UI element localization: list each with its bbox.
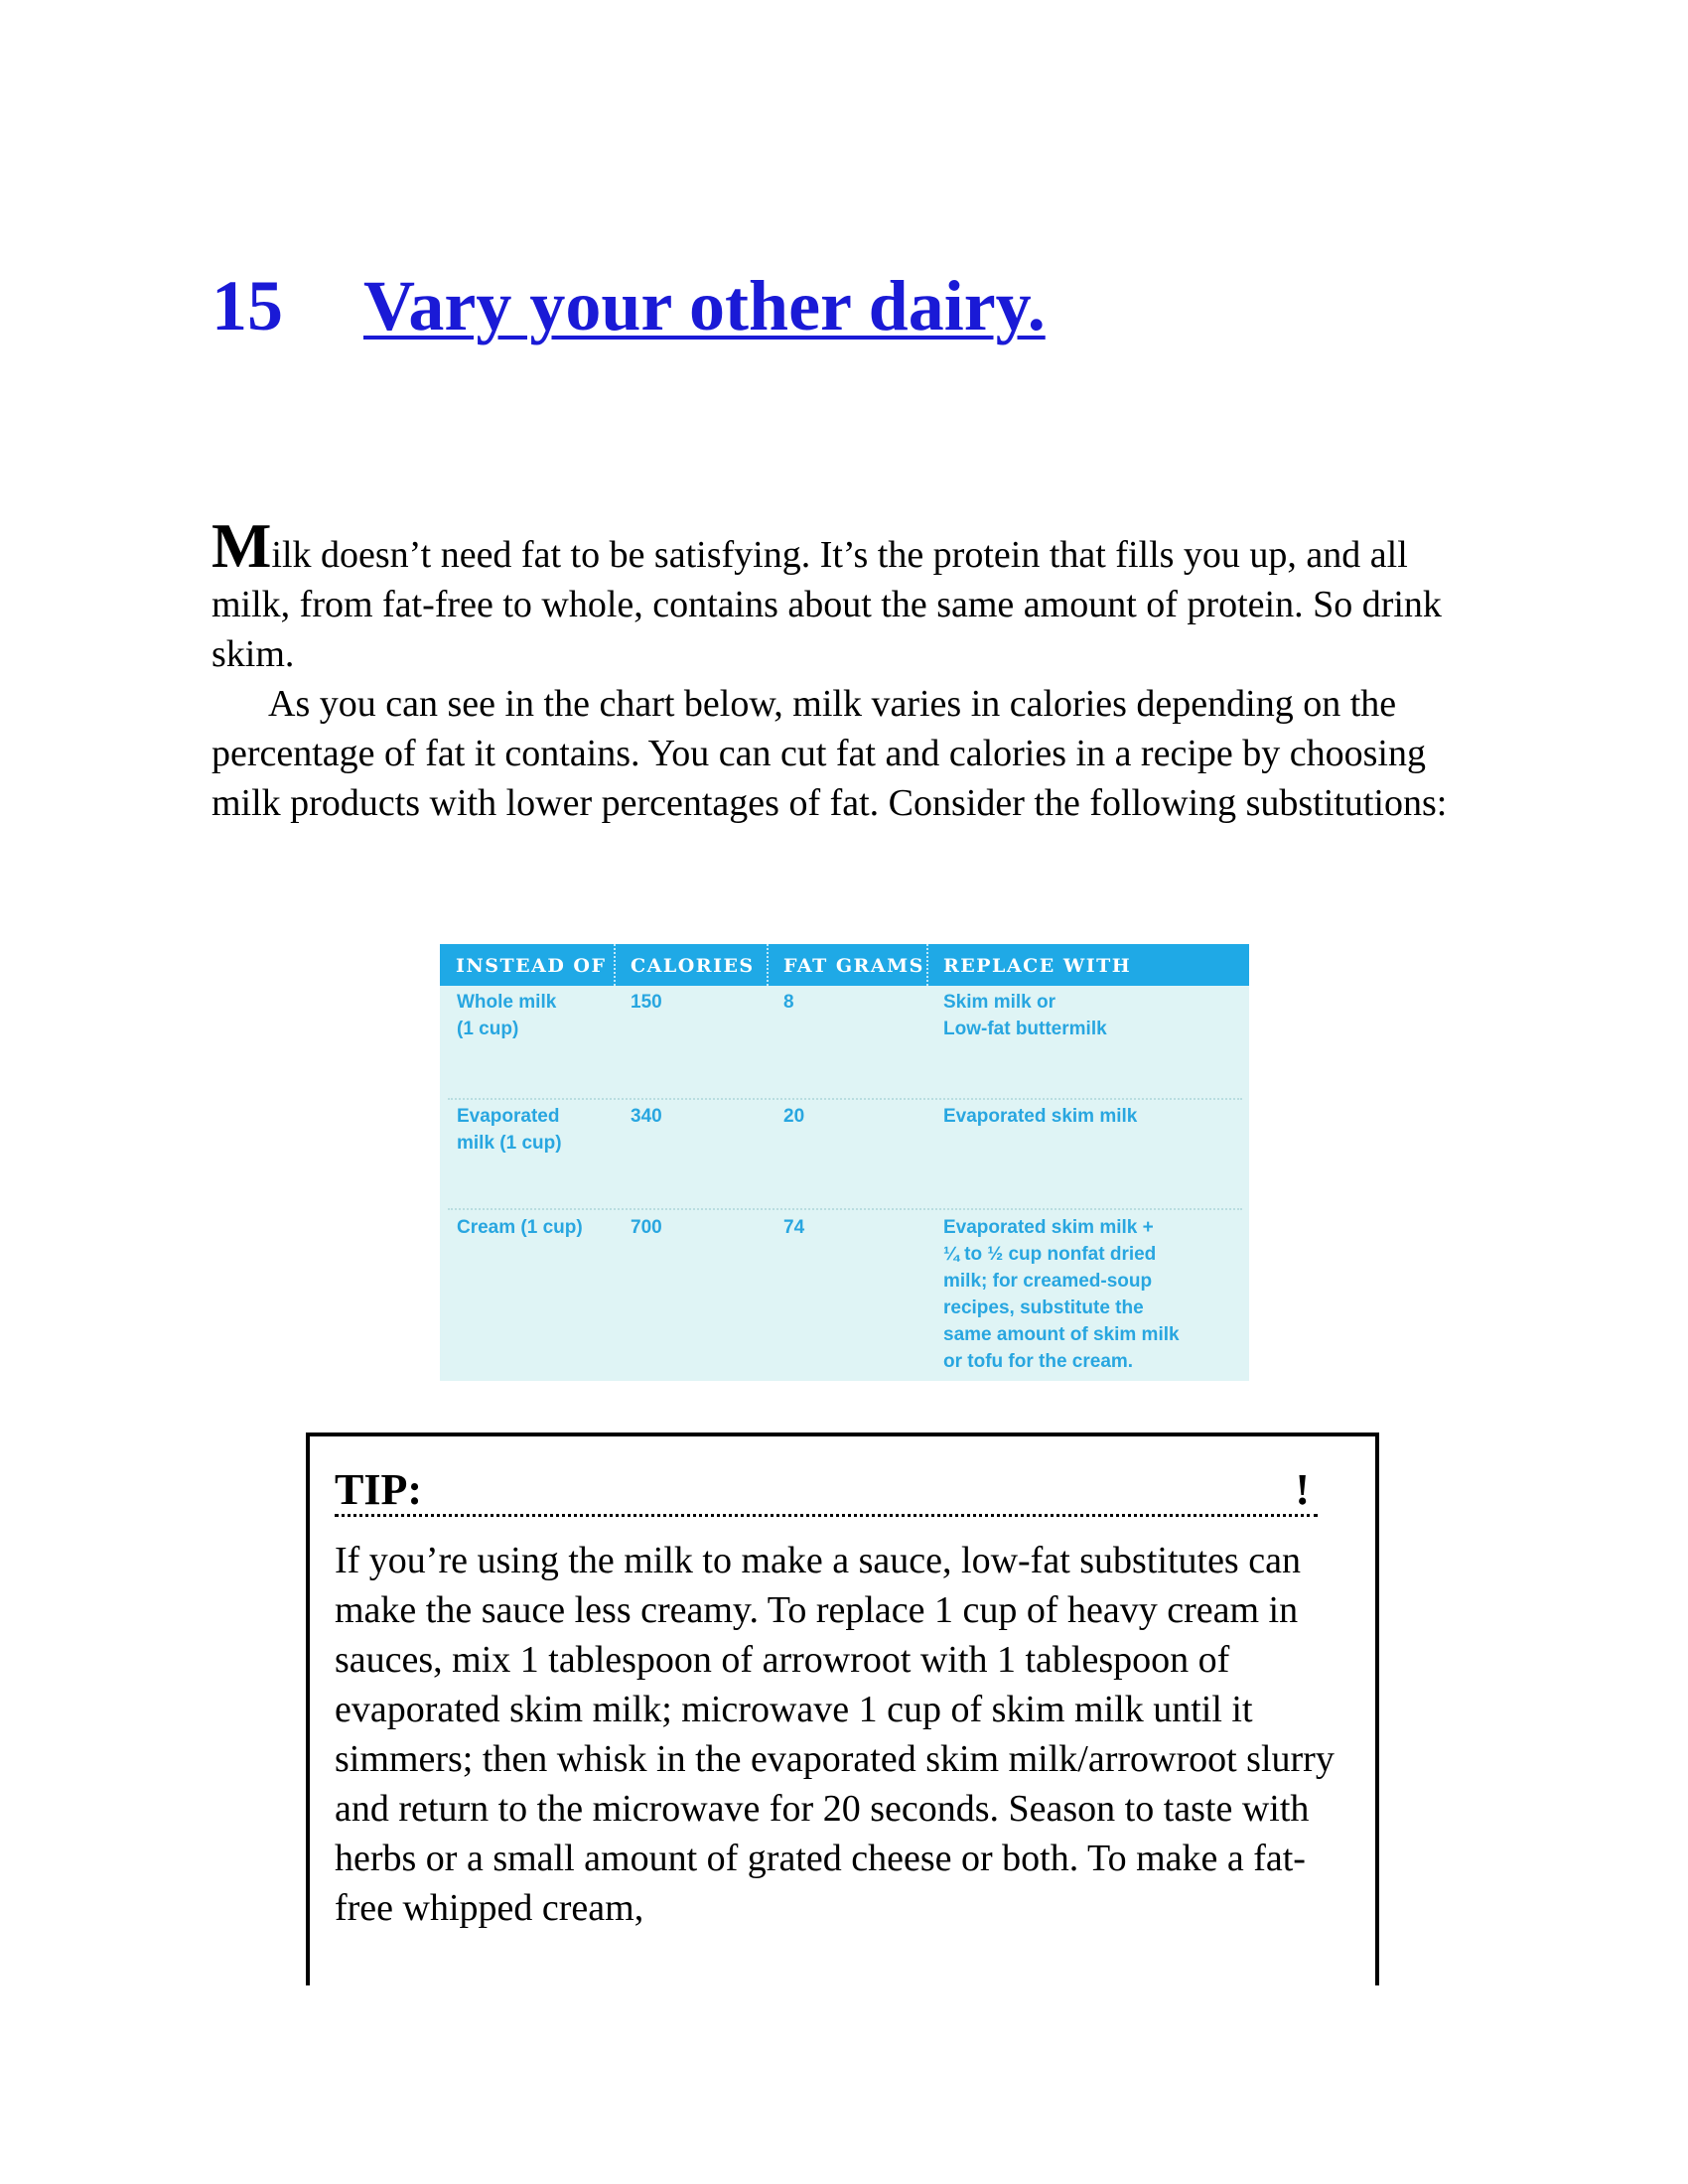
cell-instead — [457, 1214, 583, 1241]
cell-fat: 20 — [783, 1106, 805, 1127]
drop-cap: M — [211, 510, 272, 581]
cell-fat: 74 — [783, 1217, 805, 1238]
cell-calories: 700 — [631, 1217, 662, 1238]
header-replace-with: REPLACE WITH — [943, 955, 1132, 977]
cell-calories: 340 — [631, 1106, 662, 1127]
section-heading — [211, 266, 1046, 345]
header-divider — [926, 944, 928, 986]
row-divider — [448, 1208, 1242, 1210]
cell-fat: 8 — [783, 992, 794, 1013]
header-calories: CALORIES — [631, 955, 755, 977]
tip-header — [335, 1466, 1318, 1517]
tip-box — [306, 1433, 1379, 1985]
cell-replace — [943, 989, 1107, 1042]
tip-label: TIP: — [335, 1465, 422, 1514]
cell-line: Low-fat buttermilk — [943, 1019, 1107, 1039]
section-title-link[interactable]: Vary your other dairy. — [363, 266, 1046, 345]
intro-paragraph-2: As you can see in the chart below, milk varies in calories depending on the percentage of fat it contains. You can cut fat and calories in a recipe by choosing milk products with lower percentages of fat. Consider the following substitutions: — [211, 683, 1448, 824]
cell-line: milk; for creamed-soup — [943, 1271, 1153, 1292]
row-divider — [448, 1098, 1242, 1100]
cell-replace — [943, 1103, 1137, 1130]
cell-line: same amount of skim milk — [943, 1324, 1180, 1345]
cell-replace — [943, 1214, 1180, 1375]
cell-line: Evaporated skim milk + — [943, 1217, 1154, 1238]
cell-line: Skim milk or — [943, 992, 1055, 1013]
exclamation-icon: ! — [1295, 1465, 1310, 1514]
table-header-row — [440, 944, 1249, 986]
cell-instead — [457, 989, 556, 1042]
header-divider — [767, 944, 769, 986]
header-instead-of: INSTEAD OF — [456, 955, 607, 977]
cell-instead — [457, 1103, 562, 1157]
header-divider — [614, 944, 616, 986]
cell-line: milk (1 cup) — [457, 1133, 562, 1154]
cell-line: or tofu for the cream. — [943, 1351, 1134, 1372]
cell-line: (1 cup) — [457, 1019, 519, 1039]
cell-line: Whole milk — [457, 992, 557, 1013]
substitution-table — [440, 944, 1249, 1381]
intro-paragraph-1-text: ilk doesn’t need fat to be satisfying. It’s the protein that fills you up, and all milk, from fat-free to whole, contains about the same amount of protein. So drink skim. — [211, 534, 1442, 675]
section-number: 15 — [211, 266, 283, 345]
cell-line: Evaporated — [457, 1106, 560, 1127]
intro-text — [211, 510, 1492, 828]
cell-line: Evaporated skim milk — [943, 1106, 1138, 1127]
intro-paragraph-1 — [211, 510, 1492, 679]
header-fat-grams: FAT GRAMS — [783, 955, 924, 977]
cell-calories: 150 — [631, 992, 662, 1013]
cell-line: recipes, substitute the — [943, 1297, 1144, 1318]
cell-line: Cream (1 cup) — [457, 1217, 583, 1238]
cell-line: ¼ to ½ cup nonfat dried — [943, 1244, 1157, 1265]
tip-text: If you’re using the milk to make a sauce, low-fat substitutes can make the sauce less creamy. To replace 1 cup of heavy cream in sauces, mix 1 tablespoon of arrowroot with 1 tablespoon of evaporated skim milk; microwave 1 cup of skim milk until it simmers; then whisk in the evaporated skim milk/arrowroot slurry and return to the microwave for 20 seconds. Season to taste with herbs or a small amount of grated cheese or both. To make a fat-free whipped cream, — [335, 1540, 1335, 1929]
